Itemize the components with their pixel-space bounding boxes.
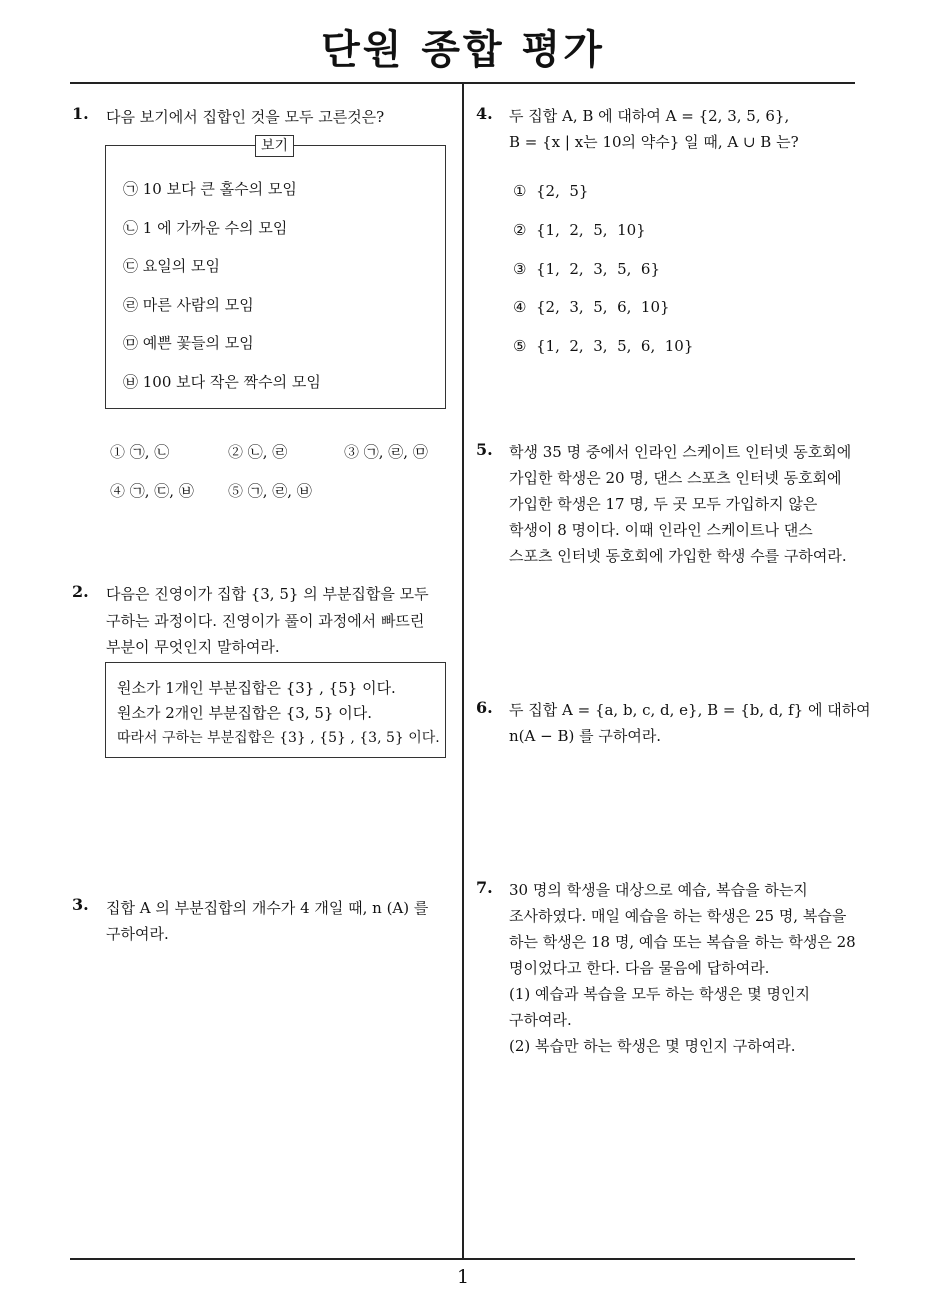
solution-line: 원소가 2개인 부분집합은 {3, 5} 이다. [117, 704, 372, 722]
question-text: (1) 예습과 복습을 모두 하는 학생은 몇 명인지 [509, 985, 810, 1003]
question-text: 30 명의 학생을 대상으로 예습, 복습을 하는지 [509, 881, 808, 899]
question-text: 다음은 진영이가 집합 {3, 5} 의 부분집합을 모두 [106, 585, 429, 603]
answer-choice[interactable]: ① {2, 5} [513, 182, 589, 200]
question-text: (2) 복습만 하는 학생은 몇 명인지 구하여라. [509, 1037, 796, 1055]
question-number: 5. [476, 440, 493, 459]
solution-line: 따라서 구하는 부분집합은 {3} , {5} , {3, 5} 이다. [117, 730, 440, 746]
question-number: 1. [72, 104, 89, 123]
question-number: 7. [476, 878, 493, 897]
question-text: 조사하였다. 매일 예습을 하는 학생은 25 명, 복습을 [509, 907, 847, 925]
bogi-item: ㉥ 100 보다 작은 짝수의 모임 [123, 373, 321, 391]
answer-choice[interactable]: ③ {1, 2, 3, 5, 6} [513, 260, 661, 278]
question-text: n(A − B) 를 구하여라. [509, 727, 662, 745]
question-text: 다음 보기에서 집합인 것을 모두 고른것은? [106, 108, 385, 126]
question-text: 명이었다고 한다. 다음 물음에 답하여라. [509, 959, 770, 977]
question-number: 6. [476, 698, 493, 717]
bogi-item: ㉡ 1 에 가까운 수의 모임 [123, 219, 288, 237]
bottom-divider [70, 1258, 855, 1260]
answer-choice[interactable]: ② {1, 2, 5, 10} [513, 221, 646, 239]
question-number: 2. [72, 582, 89, 601]
question-text: 집합 A 의 부분집합의 개수가 4 개일 때, n (A) 를 [106, 899, 429, 917]
answer-choice[interactable]: ④ {2, 3, 5, 6, 10} [513, 298, 670, 316]
bogi-item: ㉢ 요일의 모임 [123, 257, 220, 275]
question-text: 구하여라. [509, 1011, 572, 1029]
question-text: 학생이 8 명이다. 이때 인라인 스케이트나 댄스 [509, 521, 813, 539]
solution-line: 원소가 1개인 부분집합은 {3} , {5} 이다. [117, 679, 396, 697]
bogi-label: 보기 [255, 135, 294, 157]
question-text: 두 집합 A, B 에 대하여 A = {2, 3, 5, 6}, [509, 107, 790, 125]
question-number: 3. [72, 895, 89, 914]
question-text: 구하여라. [106, 925, 169, 943]
question-text: 두 집합 A = {a, b, c, d, e}, B = {b, d, f} 에 대하여 [509, 701, 871, 719]
question-text: 부분이 무엇인지 말하여라. [106, 638, 280, 656]
question-text: 학생 35 명 중에서 인라인 스케이트 인터넷 동호회에 [509, 443, 852, 461]
answer-choice[interactable]: ② ㉡, ㉣ [228, 443, 288, 461]
question-number: 4. [476, 104, 493, 123]
question-text: 하는 학생은 18 명, 예습 또는 복습을 하는 학생은 28 [509, 933, 856, 951]
bogi-item: ㉤ 예쁜 꽃들의 모임 [123, 334, 254, 352]
answer-choice[interactable]: ④ ㉠, ㉢, ㉥ [110, 482, 194, 500]
answer-choice[interactable]: ⑤ {1, 2, 3, 5, 6, 10} [513, 337, 694, 355]
answer-choice[interactable]: ③ ㉠, ㉣, ㉤ [344, 443, 428, 461]
answer-choice[interactable]: ⑤ ㉠, ㉣, ㉥ [228, 482, 312, 500]
question-text: 가입한 학생은 20 명, 댄스 스포츠 인터넷 동호회에 [509, 469, 842, 487]
answer-choice[interactable]: ① ㉠, ㉡ [110, 443, 170, 461]
question-text: 가입한 학생은 17 명, 두 곳 모두 가입하지 않은 [509, 495, 818, 513]
page-number: 1 [456, 1266, 470, 1288]
question-text: B = {x | x는 10의 약수} 일 때, A ∪ B 는? [509, 133, 799, 151]
question-text: 구하는 과정이다. 진영이가 풀이 과정에서 빠뜨린 [106, 612, 425, 630]
question-text: 스포츠 인터넷 동호회에 가입한 학생 수를 구하여라. [509, 547, 847, 565]
column-divider [462, 83, 464, 1258]
bogi-item: ㉣ 마른 사람의 모임 [123, 296, 254, 314]
page-title: 단원 종합 평가 [321, 27, 605, 73]
bogi-item: ㉠ 10 보다 큰 홀수의 모임 [123, 180, 297, 198]
